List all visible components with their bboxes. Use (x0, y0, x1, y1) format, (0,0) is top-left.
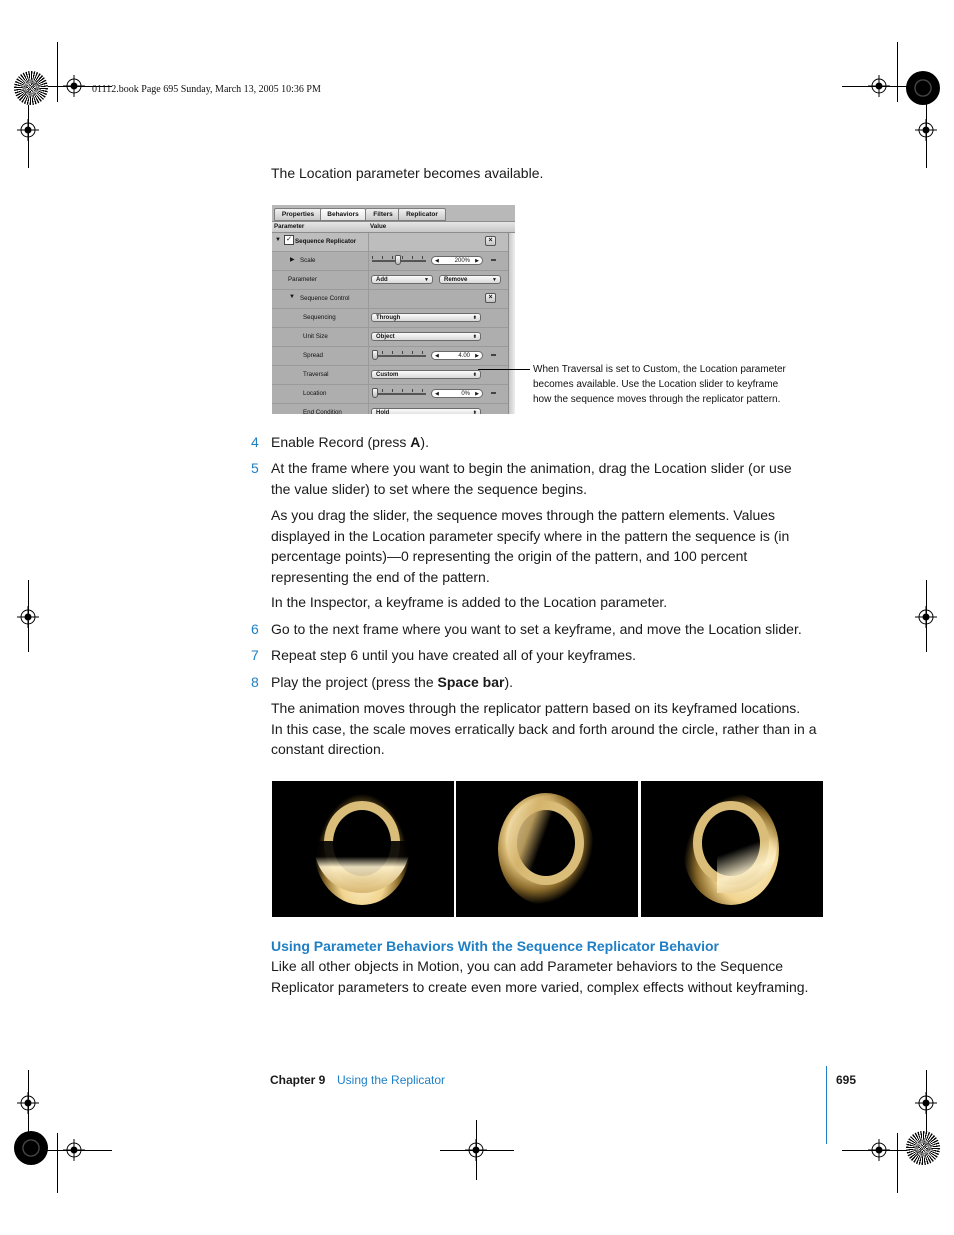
row-end-condition (272, 404, 508, 414)
inspector-scrollbar[interactable] (508, 233, 515, 414)
step-number: 6 (251, 621, 259, 637)
render-frame-3 (641, 781, 823, 917)
registration-mark-icon (17, 1092, 39, 1114)
row-label: End Condition (303, 409, 342, 414)
crop-mark (57, 42, 58, 102)
row-label: Traversal (303, 371, 329, 378)
animation-menu-icon[interactable] (491, 392, 496, 394)
color-bar-sunburst-icon (14, 71, 48, 105)
tab-replicator[interactable]: Replicator (398, 208, 446, 221)
row-label: Location (303, 390, 327, 397)
row-traversal (272, 366, 508, 385)
spread-value-field[interactable]: ◀ 4.00 ▶ (431, 351, 483, 360)
location-slider[interactable] (372, 393, 426, 395)
row-label: Sequencing (303, 314, 336, 321)
registration-mark-icon (915, 1092, 937, 1114)
tab-behaviors[interactable]: Behaviors (320, 208, 366, 221)
paragraph: The animation moves through the replicator pattern based on its keyframed locations. In this case, the scale moves erratically back and forth around the circle, rather than in a constant direction. (271, 700, 817, 757)
registration-mark-icon (915, 606, 937, 628)
sequencing-popup[interactable]: Through ⬍ (371, 313, 481, 322)
callout-line-3: how the sequence moves through the replicator pattern. (533, 394, 781, 405)
footer-chapter-title[interactable]: Using the Replicator (337, 1073, 446, 1087)
checkbox-checked-icon[interactable]: ✓ (284, 235, 294, 245)
remove-parameter-popup[interactable]: Remove ▼ (439, 275, 501, 284)
section-heading: Using Parameter Behaviors With the Sequence Replicator Behavior (271, 938, 720, 954)
print-header: 01112.book Page 695 Sunday, March 13, 2005 10:36 PM (92, 84, 321, 95)
step-number: 4 (251, 434, 259, 450)
step-number: 8 (251, 674, 259, 690)
remove-behavior-button[interactable]: × (485, 236, 496, 246)
row-label: Unit Size (303, 333, 328, 340)
registration-mark-icon (868, 75, 890, 97)
step-6: Go to the next frame where you want to set a keyframe, and move the Location slider. (271, 621, 802, 637)
column-value: Value (370, 223, 387, 230)
step-8: Play the project (press the Space bar). (271, 674, 514, 690)
color-bar-sunburst-icon (906, 1131, 940, 1165)
step-4: Enable Record (press A). (271, 434, 429, 450)
paragraph: In the Inspector, a keyframe is added to the Location parameter. (271, 594, 668, 610)
step-number: 7 (251, 647, 259, 663)
row-label: Scale (300, 257, 316, 264)
registration-mark-icon (17, 119, 39, 141)
disclosure-open-icon[interactable]: ▼ (275, 237, 281, 243)
key-name: Space bar (437, 674, 505, 690)
footer-divider (826, 1066, 827, 1144)
column-parameter: Parameter (274, 223, 305, 230)
callout-line (478, 369, 530, 370)
callout-line-1: When Traversal is set to Custom, the Location parameter (533, 364, 786, 375)
registration-mark-icon (868, 1139, 890, 1161)
step-number: 5 (251, 460, 259, 476)
location-value-field[interactable]: ◀ 0% ▶ (431, 389, 483, 398)
row-label: Parameter (288, 276, 317, 283)
registration-mark-icon (63, 75, 85, 97)
callout (533, 362, 786, 407)
callout-line-2: becomes available. Use the Location slider to keyframe (533, 379, 779, 390)
registration-mark-icon (915, 119, 937, 141)
paragraph: As you drag the slider, the sequence moves through the pattern elements. Values displayed in the Location parameter specify where in the pattern the sequence is (in percentage points)—0 representing the origin of the pattern, and 100 percent representing the end of the pattern. (271, 507, 790, 585)
scale-value-field[interactable]: ◀ 200% ▶ (431, 256, 483, 265)
row-label: Spread (303, 352, 323, 359)
color-bar-sunburst-icon (906, 71, 940, 105)
tab-properties[interactable]: Properties (274, 208, 322, 221)
registration-mark-icon (17, 606, 39, 628)
render-frame-2 (456, 781, 638, 917)
scale-slider[interactable] (372, 260, 426, 262)
section-body: Like all other objects in Motion, you can add Parameter behaviors to the Sequence Replicator parameters to create even more varied, complex effects without keyframing. (271, 958, 809, 995)
row-sequence-control (272, 290, 508, 309)
crop-mark (897, 1133, 898, 1193)
column-header (272, 222, 515, 233)
inspector-panel (272, 205, 515, 414)
row-spread (272, 347, 508, 366)
disclosure-closed-icon[interactable]: ▶ (290, 257, 295, 263)
reset-button[interactable]: × (485, 293, 496, 303)
row-label: Sequence Control (300, 295, 350, 302)
crop-mark (897, 42, 898, 102)
animation-menu-icon[interactable] (491, 259, 496, 261)
crop-mark (57, 1133, 58, 1193)
row-sequencing (272, 309, 508, 328)
disclosure-open-icon[interactable]: ▼ (289, 294, 295, 300)
row-scale (272, 252, 508, 271)
row-unit-size (272, 328, 508, 347)
row-label: Sequence Replicator (295, 238, 357, 245)
animation-menu-icon[interactable] (491, 354, 496, 356)
key-name: A (410, 434, 421, 450)
page-number: 695 (836, 1073, 857, 1087)
footer-chapter: Chapter 9 (270, 1073, 326, 1087)
tab-filters[interactable]: Filters (365, 208, 401, 221)
row-location (272, 385, 508, 404)
slider-thumb[interactable] (372, 350, 378, 360)
registration-mark-icon (465, 1139, 487, 1161)
registration-mark-icon (63, 1139, 85, 1161)
step-7: Repeat step 6 until you have created all of your keyframes. (271, 647, 636, 663)
add-parameter-popup[interactable]: Add ▼ (371, 275, 433, 284)
render-frame-1 (272, 781, 454, 917)
unit-size-popup[interactable]: Object ⬍ (371, 332, 481, 341)
color-bar-sunburst-icon (14, 1131, 48, 1165)
row-sequence-replicator (272, 233, 508, 252)
slider-thumb[interactable] (372, 388, 378, 398)
spread-slider[interactable] (372, 355, 426, 357)
traversal-popup[interactable]: Custom ⬍ (371, 370, 481, 379)
slider-thumb[interactable] (395, 255, 401, 265)
step-5: At the frame where you want to begin the animation, drag the Location slider (or use the value slider) to set where the sequence begins. (271, 460, 792, 497)
row-parameter (272, 271, 508, 290)
end-condition-popup[interactable]: Hold ⬍ (371, 408, 481, 414)
intro-text: The Location parameter becomes available. (271, 165, 544, 181)
inspector-tabs (272, 205, 515, 222)
